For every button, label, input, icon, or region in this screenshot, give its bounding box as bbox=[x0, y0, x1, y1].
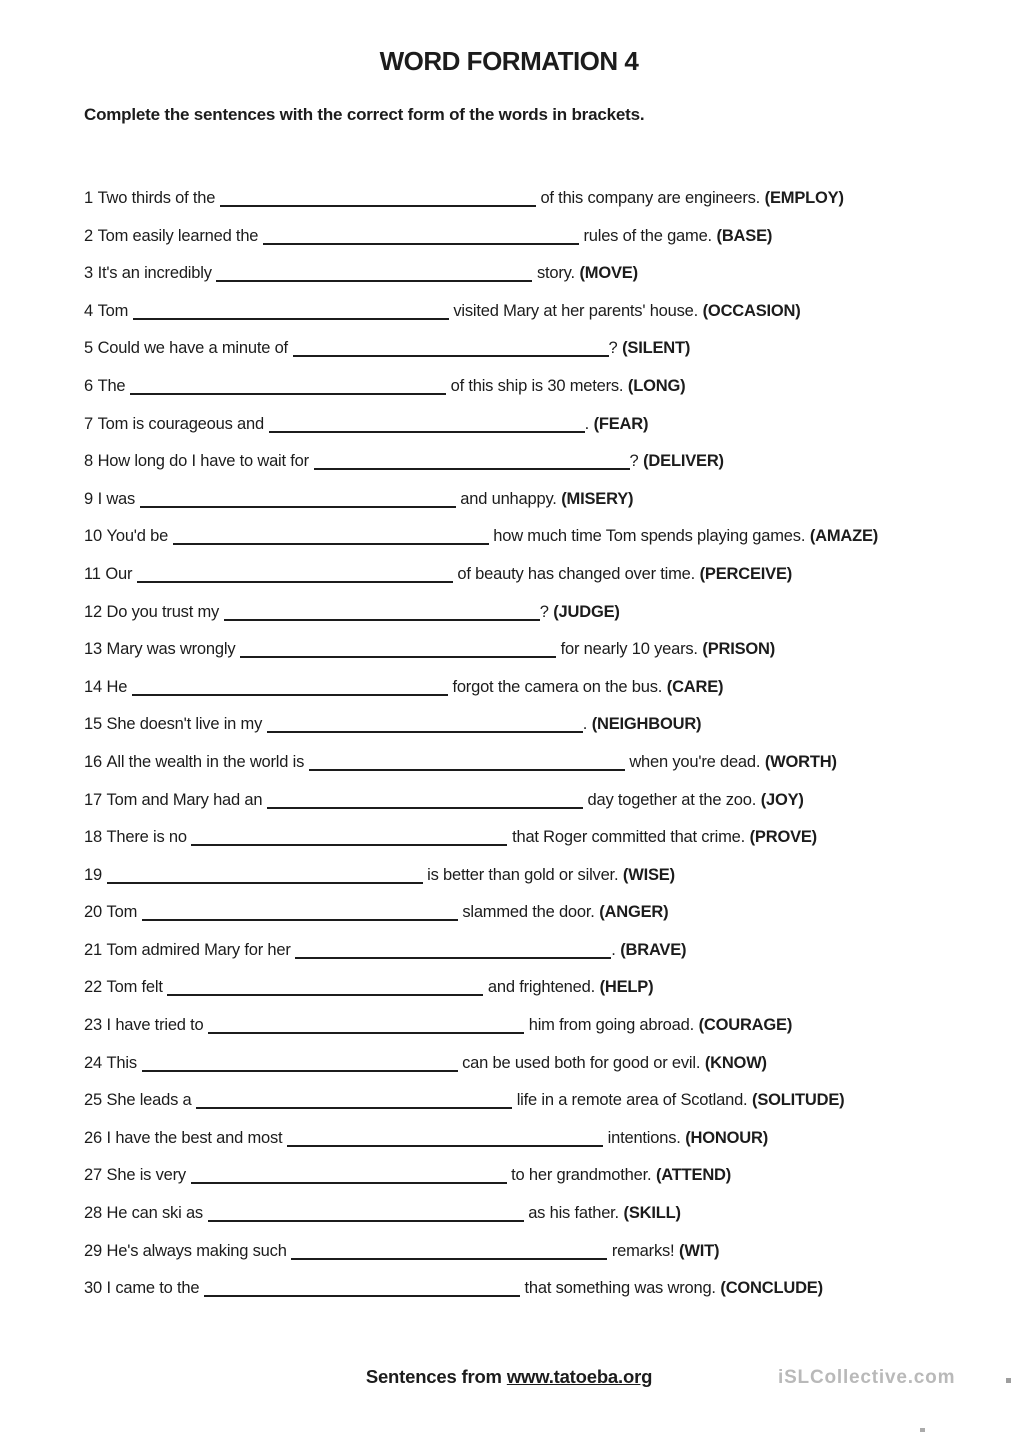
item-number: 16 bbox=[84, 752, 102, 771]
item-hint: (AMAZE) bbox=[809, 527, 879, 546]
item-number: 28 bbox=[84, 1204, 102, 1223]
item-number: 18 bbox=[84, 828, 102, 847]
item-text-after: day together at the zoo. bbox=[587, 790, 757, 809]
blank-line[interactable] bbox=[240, 656, 556, 658]
item-number: 15 bbox=[84, 715, 102, 734]
exercise-item bbox=[84, 631, 1018, 669]
exercise-item bbox=[84, 594, 1018, 632]
item-text-before: How long do I have to wait for bbox=[97, 452, 309, 471]
item-number: 17 bbox=[84, 790, 102, 809]
item-hint: (MISERY) bbox=[561, 489, 634, 508]
exercise-item bbox=[84, 518, 1018, 556]
item-text-before: Do you trust my bbox=[106, 602, 220, 621]
artifact-dot bbox=[1006, 1378, 1011, 1383]
item-text-before: He bbox=[106, 677, 128, 696]
item-text-after: how much time Tom spends playing games. bbox=[493, 527, 806, 546]
item-text-before: The bbox=[97, 376, 126, 395]
blank-line[interactable] bbox=[130, 393, 446, 395]
item-number: 3 bbox=[84, 264, 93, 283]
item-number: 30 bbox=[84, 1279, 102, 1298]
exercise-item bbox=[84, 1120, 1018, 1158]
exercise-list bbox=[0, 180, 1018, 1308]
item-text-before: You'd be bbox=[106, 527, 169, 546]
exercise-item bbox=[84, 969, 1018, 1007]
blank-line[interactable] bbox=[314, 468, 630, 470]
blank-line[interactable] bbox=[269, 431, 585, 433]
item-hint: (MOVE) bbox=[579, 264, 638, 283]
blank-line[interactable] bbox=[293, 355, 609, 357]
item-hint: (BRAVE) bbox=[620, 940, 687, 959]
item-hint: (DELIVER) bbox=[643, 452, 724, 471]
blank-line[interactable] bbox=[287, 1145, 603, 1147]
item-number: 19 bbox=[84, 865, 102, 884]
item-text-before: Tom bbox=[97, 301, 129, 320]
item-number: 1 bbox=[84, 189, 93, 207]
item-hint: (SILENT) bbox=[622, 339, 691, 358]
item-text-before: It's an incredibly bbox=[97, 264, 212, 283]
exercise-item bbox=[84, 1045, 1018, 1083]
item-hint: (JOY) bbox=[760, 790, 804, 809]
exercise-item bbox=[84, 932, 1018, 970]
exercise-item bbox=[84, 706, 1018, 744]
item-text-after: . bbox=[611, 940, 616, 959]
item-number: 29 bbox=[84, 1241, 102, 1260]
exercise-item bbox=[84, 406, 1018, 444]
item-text-after: that Roger committed that crime. bbox=[512, 828, 746, 847]
item-text-before: I came to the bbox=[106, 1279, 200, 1298]
item-text-after: of this ship is 30 meters. bbox=[450, 376, 624, 395]
exercise-item bbox=[84, 330, 1018, 368]
item-text-after: ? bbox=[608, 339, 618, 358]
item-text-before: Tom is courageous and bbox=[97, 414, 264, 433]
exercise-item bbox=[84, 556, 1018, 594]
item-number: 11 bbox=[84, 564, 101, 583]
item-number: 13 bbox=[84, 640, 102, 659]
item-text-after: and unhappy. bbox=[460, 489, 557, 508]
item-text-before: I have the best and most bbox=[106, 1128, 283, 1147]
exercise-item bbox=[84, 782, 1018, 820]
blank-line[interactable] bbox=[133, 318, 449, 320]
item-text-before: He can ski as bbox=[106, 1204, 203, 1223]
blank-line[interactable] bbox=[137, 581, 453, 583]
exercise-item bbox=[84, 180, 1018, 218]
item-text-before: I was bbox=[97, 489, 136, 508]
artifact-dot bbox=[920, 1428, 925, 1432]
item-text-after: . bbox=[582, 715, 588, 734]
exercise-item bbox=[84, 218, 1018, 256]
item-hint: (PERCEIVE) bbox=[699, 564, 793, 583]
item-text-after: life in a remote area of Scotland. bbox=[516, 1091, 748, 1110]
item-text-after: for nearly 10 years. bbox=[560, 640, 698, 659]
exercise-item bbox=[84, 819, 1018, 857]
item-text-after: ? bbox=[539, 602, 549, 621]
item-hint: (WISE) bbox=[622, 865, 675, 884]
item-number: 24 bbox=[84, 1053, 102, 1072]
item-number: 9 bbox=[84, 489, 93, 508]
item-text-before: Tom felt bbox=[106, 978, 163, 997]
source-link[interactable]: www.tatoeba.org bbox=[506, 1366, 653, 1387]
item-hint: (WORTH) bbox=[764, 752, 837, 771]
item-hint: (ANGER) bbox=[599, 903, 669, 922]
item-number: 2 bbox=[84, 226, 93, 245]
item-text-before: This bbox=[106, 1053, 137, 1072]
blank-line[interactable] bbox=[208, 1220, 524, 1222]
item-hint: (CONCLUDE) bbox=[720, 1279, 823, 1298]
item-number: 21 bbox=[84, 940, 102, 959]
item-hint: (KNOW) bbox=[704, 1053, 767, 1072]
blank-line[interactable] bbox=[140, 506, 456, 508]
item-text-before: Two thirds of the bbox=[97, 189, 216, 207]
blank-line[interactable] bbox=[224, 619, 540, 621]
blank-line[interactable] bbox=[204, 1295, 520, 1297]
item-text-before: Tom and Mary had an bbox=[106, 790, 263, 809]
item-text-before: I have tried to bbox=[106, 1016, 204, 1035]
item-text-before: Mary was wrongly bbox=[106, 640, 236, 659]
item-text-after: remarks! bbox=[611, 1241, 675, 1260]
item-number: 5 bbox=[84, 339, 93, 358]
blank-line[interactable] bbox=[263, 243, 579, 245]
islcollective-watermark: iSLCollective.com bbox=[778, 1367, 956, 1388]
item-hint: (NEIGHBOUR) bbox=[591, 715, 702, 734]
blank-line[interactable] bbox=[220, 205, 536, 207]
item-text-after: ? bbox=[629, 452, 639, 471]
item-text-after: when you're dead. bbox=[629, 752, 761, 771]
item-hint: (JUDGE) bbox=[553, 602, 620, 621]
item-hint: (HELP) bbox=[599, 978, 654, 997]
item-text-before: She doesn't live in my bbox=[106, 715, 263, 734]
blank-line[interactable] bbox=[295, 957, 611, 959]
item-hint: (CARE) bbox=[666, 677, 724, 696]
exercise-item bbox=[84, 669, 1018, 707]
item-text-after: slammed the door. bbox=[462, 903, 595, 922]
item-text-before: He's always making such bbox=[106, 1241, 287, 1260]
item-number: 14 bbox=[84, 677, 102, 696]
blank-line[interactable] bbox=[208, 1032, 524, 1034]
instructions: Complete the sentences with the correct form of the words in brackets. bbox=[84, 105, 645, 124]
blank-line[interactable] bbox=[216, 280, 532, 282]
item-text-after: to her grandmother. bbox=[511, 1166, 652, 1185]
exercise-item bbox=[84, 368, 1018, 406]
exercise-item bbox=[84, 1157, 1018, 1195]
blank-line[interactable] bbox=[267, 807, 583, 809]
item-text-before: She leads a bbox=[106, 1091, 192, 1110]
item-text-after: intentions. bbox=[607, 1128, 681, 1147]
exercise-item bbox=[84, 293, 1018, 331]
item-text-after: can be used both for good or evil. bbox=[462, 1053, 701, 1072]
item-number: 8 bbox=[84, 452, 93, 471]
exercise-item bbox=[84, 481, 1018, 519]
item-number: 12 bbox=[84, 602, 102, 621]
blank-line[interactable] bbox=[107, 882, 423, 884]
item-text-before: She is very bbox=[106, 1166, 186, 1185]
item-number: 25 bbox=[84, 1091, 102, 1110]
item-hint: (PROVE) bbox=[749, 828, 817, 847]
item-text-after: visited Mary at her parents' house. bbox=[453, 301, 699, 320]
item-text-after: and frightened. bbox=[487, 978, 595, 997]
item-text-after: forgot the camera on the bus. bbox=[452, 677, 663, 696]
item-hint: (SKILL) bbox=[623, 1204, 681, 1223]
item-text-before: All the wealth in the world is bbox=[106, 752, 305, 771]
exercise-item bbox=[84, 1195, 1018, 1233]
item-number: 20 bbox=[84, 903, 102, 922]
blank-line[interactable] bbox=[309, 769, 625, 771]
blank-line[interactable] bbox=[191, 1182, 507, 1184]
blank-line[interactable] bbox=[291, 1258, 607, 1260]
item-number: 26 bbox=[84, 1128, 102, 1147]
exercise-item bbox=[84, 1233, 1018, 1271]
blank-line[interactable] bbox=[196, 1107, 512, 1109]
item-text-before: Could we have a minute of bbox=[97, 339, 288, 358]
item-hint: (COURAGE) bbox=[698, 1016, 793, 1035]
exercise-item bbox=[84, 1082, 1018, 1120]
item-number: 23 bbox=[84, 1016, 102, 1035]
item-hint: (FEAR) bbox=[593, 414, 649, 433]
blank-line[interactable] bbox=[173, 543, 489, 545]
blank-line[interactable] bbox=[142, 1070, 458, 1072]
item-hint: (PRISON) bbox=[702, 640, 776, 659]
item-number: 6 bbox=[84, 376, 93, 395]
item-hint: (SOLITUDE) bbox=[752, 1091, 845, 1110]
exercise-item bbox=[84, 255, 1018, 293]
item-text-before: There is no bbox=[106, 828, 187, 847]
blank-line[interactable] bbox=[191, 844, 507, 846]
exercise-item bbox=[84, 894, 1018, 932]
item-text-before: Our bbox=[105, 564, 133, 583]
blank-line[interactable] bbox=[167, 994, 483, 996]
exercise-item bbox=[84, 857, 1018, 895]
blank-line[interactable] bbox=[267, 731, 583, 733]
item-number: 10 bbox=[84, 527, 102, 546]
item-number: 7 bbox=[84, 414, 93, 433]
item-hint: (EMPLOY) bbox=[764, 189, 844, 207]
item-text-after: of beauty has changed over time. bbox=[457, 564, 696, 583]
blank-line[interactable] bbox=[132, 694, 448, 696]
exercise-item bbox=[84, 443, 1018, 481]
item-text-after: is better than gold or silver. bbox=[427, 865, 619, 884]
item-text-before: Tom admired Mary for her bbox=[106, 940, 291, 959]
item-text-before: Tom bbox=[106, 903, 138, 922]
item-hint: (ATTEND) bbox=[655, 1166, 732, 1185]
item-number: 4 bbox=[84, 301, 93, 320]
item-hint: (OCCASION) bbox=[702, 301, 801, 320]
item-number: 22 bbox=[84, 978, 102, 997]
item-text-after: as his father. bbox=[528, 1204, 619, 1223]
item-text-before: Tom easily learned the bbox=[97, 226, 259, 245]
item-number: 27 bbox=[84, 1166, 102, 1185]
exercise-item bbox=[84, 744, 1018, 782]
exercise-item bbox=[84, 1007, 1018, 1045]
item-text-after: . bbox=[584, 414, 589, 433]
page-title: WORD FORMATION 4 bbox=[379, 46, 639, 76]
item-text-after: of this company are engineers. bbox=[540, 189, 761, 207]
item-text-after: him from going abroad. bbox=[528, 1016, 694, 1035]
exercise-item bbox=[84, 1270, 1018, 1308]
item-hint: (LONG) bbox=[627, 376, 686, 395]
item-hint: (WIT) bbox=[679, 1241, 720, 1260]
item-hint: (HONOUR) bbox=[685, 1128, 768, 1147]
item-hint: (BASE) bbox=[716, 226, 773, 245]
source-prefix: Sentences from bbox=[365, 1366, 502, 1387]
item-text-after: that something was wrong. bbox=[524, 1279, 716, 1298]
item-text-after: story. bbox=[536, 264, 575, 283]
item-text-after: rules of the game. bbox=[583, 226, 712, 245]
blank-line[interactable] bbox=[142, 919, 458, 921]
